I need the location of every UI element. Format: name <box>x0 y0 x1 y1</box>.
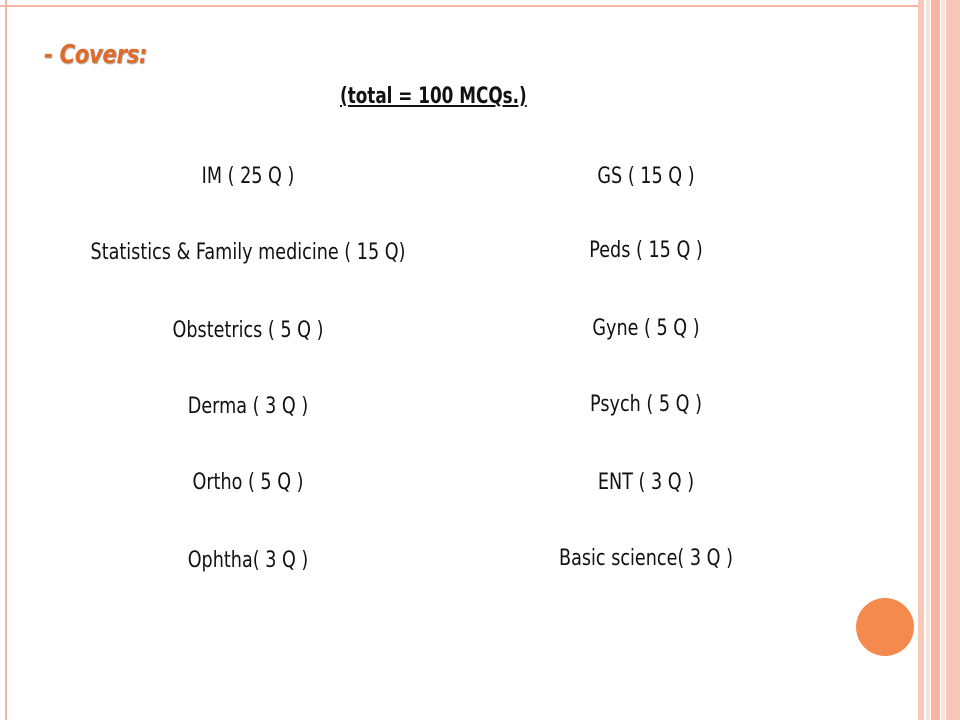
orange-circle-icon <box>856 598 914 656</box>
left-item: Obstetrics ( 5 Q ) <box>172 318 324 343</box>
right-item: GS ( 15 Q ) <box>597 164 695 189</box>
right-item: Basic science( 3 Q ) <box>559 546 733 571</box>
left-item: Statistics & Family medicine ( 15 Q) <box>90 240 406 265</box>
left-item: Derma ( 3 Q ) <box>187 394 309 419</box>
decorative-band <box>926 0 930 720</box>
frame-top-line <box>0 5 920 7</box>
left-item: Ophtha( 3 Q ) <box>187 548 309 573</box>
slide-heading: - Covers: <box>44 40 147 70</box>
right-item: ENT ( 3 Q ) <box>597 470 695 495</box>
right-item: Psych ( 5 Q ) <box>590 392 702 417</box>
right-item: Gyne ( 5 Q ) <box>592 316 700 341</box>
decorative-band <box>946 0 960 720</box>
right-item: Peds ( 15 Q ) <box>589 238 703 263</box>
total-subheading: (total = 100 MCQs.) <box>340 84 527 109</box>
left-item: IM ( 25 Q ) <box>201 164 295 189</box>
decorative-band <box>931 0 940 720</box>
frame-left-line <box>5 0 7 720</box>
left-item: Ortho ( 5 Q ) <box>192 470 304 495</box>
decorative-band <box>918 0 924 720</box>
decorative-band <box>941 0 945 720</box>
